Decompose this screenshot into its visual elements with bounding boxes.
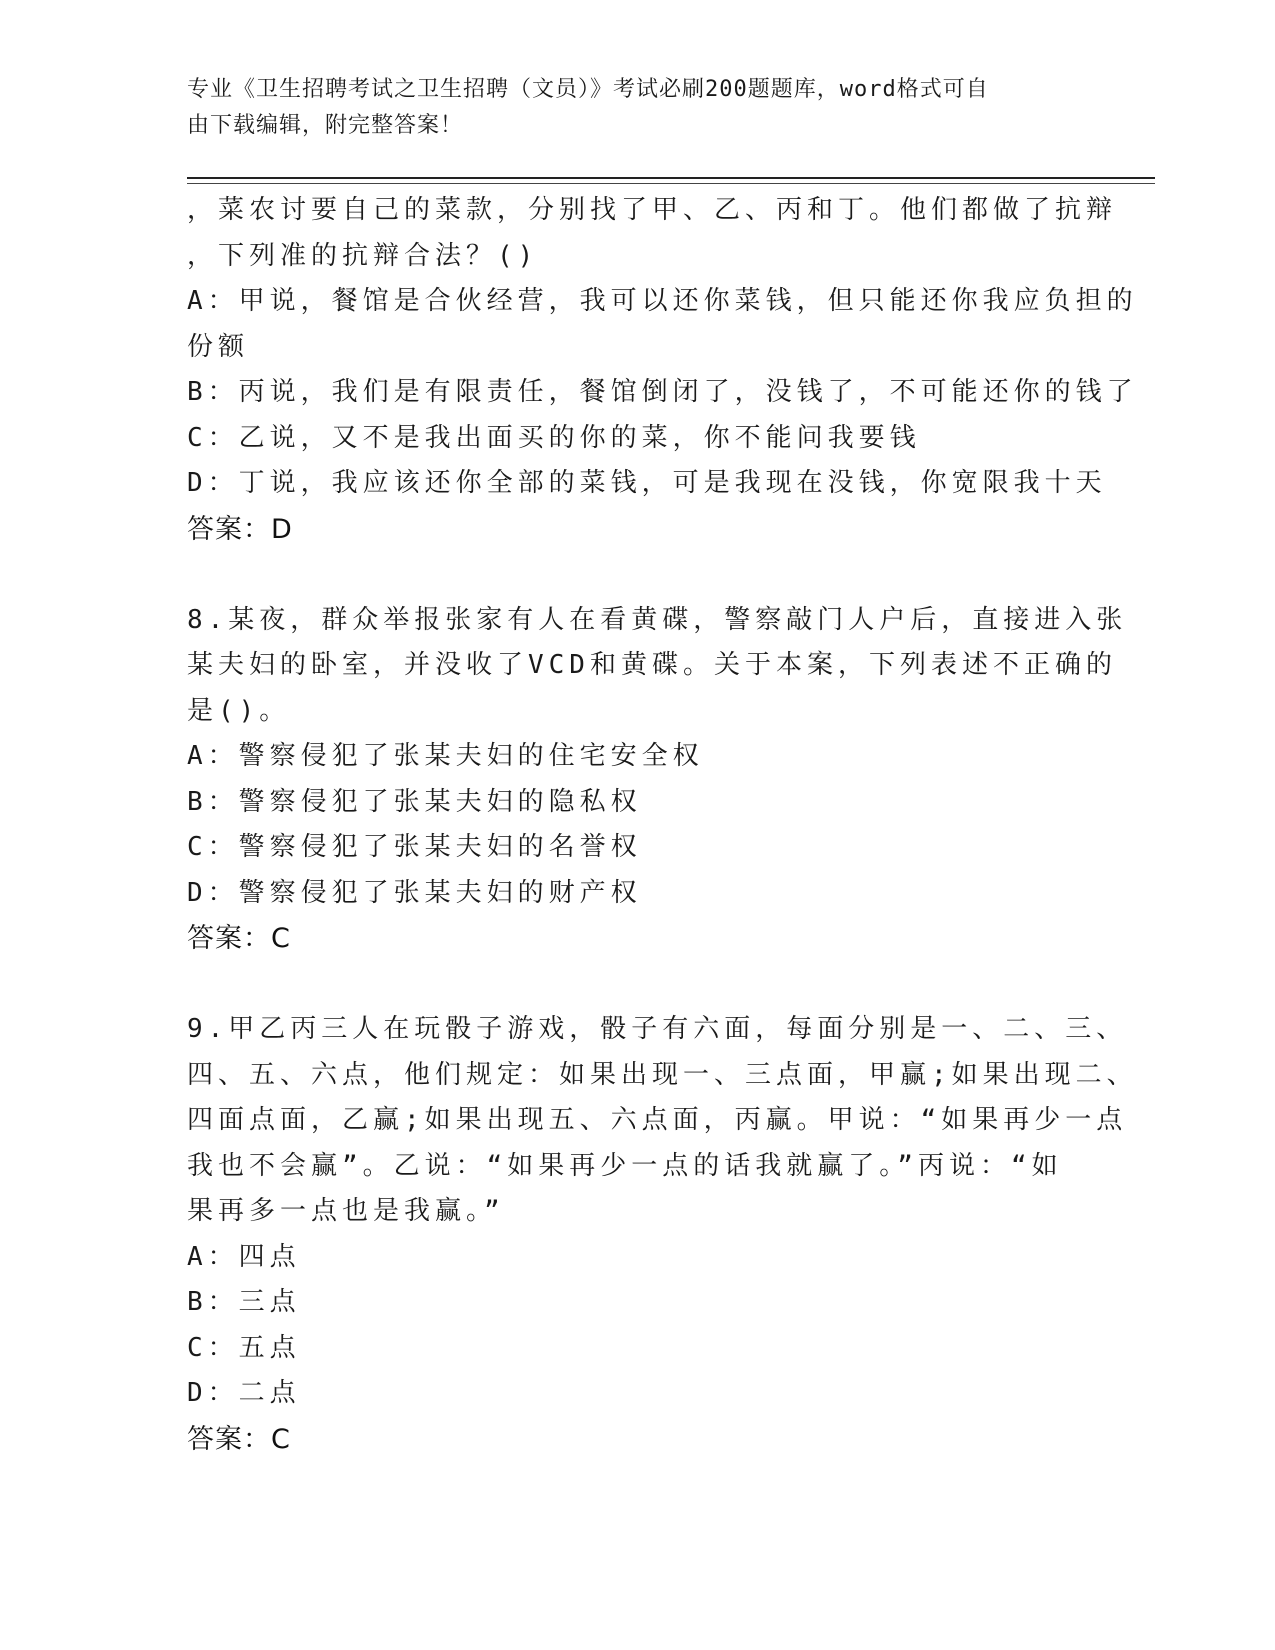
spacer	[187, 552, 1087, 598]
question-stem: 是()。	[187, 695, 291, 726]
question-stem: ，菜农讨要自己的菜款，分别找了甲、乙、丙和丁。他们都做了抗辩	[187, 195, 1118, 225]
spacer	[187, 962, 1087, 1008]
question-9	[187, 1007, 1138, 1462]
option-c: C：警察侵犯了张某夫妇的名誉权	[187, 832, 642, 862]
header-line-1: 专业《卫生招聘考试之卫生招聘（文员）》考试必刷200题题库，word格式可自	[187, 77, 989, 102]
option-b: B：警察侵犯了张某夫妇的隐私权	[187, 786, 642, 817]
question-8	[187, 598, 1128, 962]
header-line-2: 由下载编辑，附完整答案！	[187, 113, 464, 138]
option-c: C：乙说，又不是我出面买的你的菜，你不能问我要钱	[187, 422, 921, 453]
question-list	[187, 188, 1138, 1462]
question-stem: 四、五、六点，他们规定：如果出现一、三点面，甲赢;如果出现二、	[187, 1059, 1138, 1090]
question-7	[187, 188, 1138, 552]
question-stem: 某夫妇的卧室，并没收了VCD和黄碟。关于本案，下列表述不正确的	[187, 650, 1117, 680]
question-stem: 果再多一点也是我赢。”	[187, 1196, 505, 1226]
option-a: A：警察侵犯了张某夫妇的住宅安全权	[187, 741, 704, 771]
option-d: D：警察侵犯了张某夫妇的财产权	[187, 877, 642, 908]
option-c: C：五点	[187, 1332, 301, 1363]
question-stem: ，下列准的抗辩合法？()	[187, 240, 539, 271]
option-d: D：丁说，我应该还你全部的菜钱，可是我现在没钱，你宽限我十天	[187, 468, 1107, 498]
answer-line: 答案：C	[187, 923, 291, 954]
header-divider	[187, 177, 1155, 179]
option-d: D：二点	[187, 1378, 301, 1408]
document-header	[187, 72, 1087, 144]
question-stem: 8.某夜，群众举报张家有人在看黄碟，警察敲门人户后，直接进入张	[187, 604, 1128, 635]
option-a: A：四点	[187, 1241, 301, 1272]
option-a: A：甲说，餐馆是合伙经营，我可以还你菜钱，但只能还你我应负担的	[187, 286, 1138, 316]
option-b: B：丙说，我们是有限责任，餐馆倒闭了，没钱了，不可能还你的钱了	[187, 377, 1138, 407]
option-a-continued: 份额	[187, 331, 250, 362]
option-b: B：三点	[187, 1287, 301, 1317]
question-stem: 我也不会赢”。乙说：“如果再少一点的话我就赢了。”丙说：“如	[187, 1150, 1063, 1181]
header-divider-thin	[187, 183, 1155, 184]
answer-line: 答案：C	[187, 1423, 291, 1455]
question-stem: 9.甲乙丙三人在玩骰子游戏，骰子有六面，每面分别是一、二、三、	[187, 1014, 1128, 1044]
question-stem: 四面点面，乙赢;如果出现五、六点面，丙赢。甲说：“如果再少一点	[187, 1105, 1128, 1135]
answer-line: 答案：D	[187, 513, 293, 545]
